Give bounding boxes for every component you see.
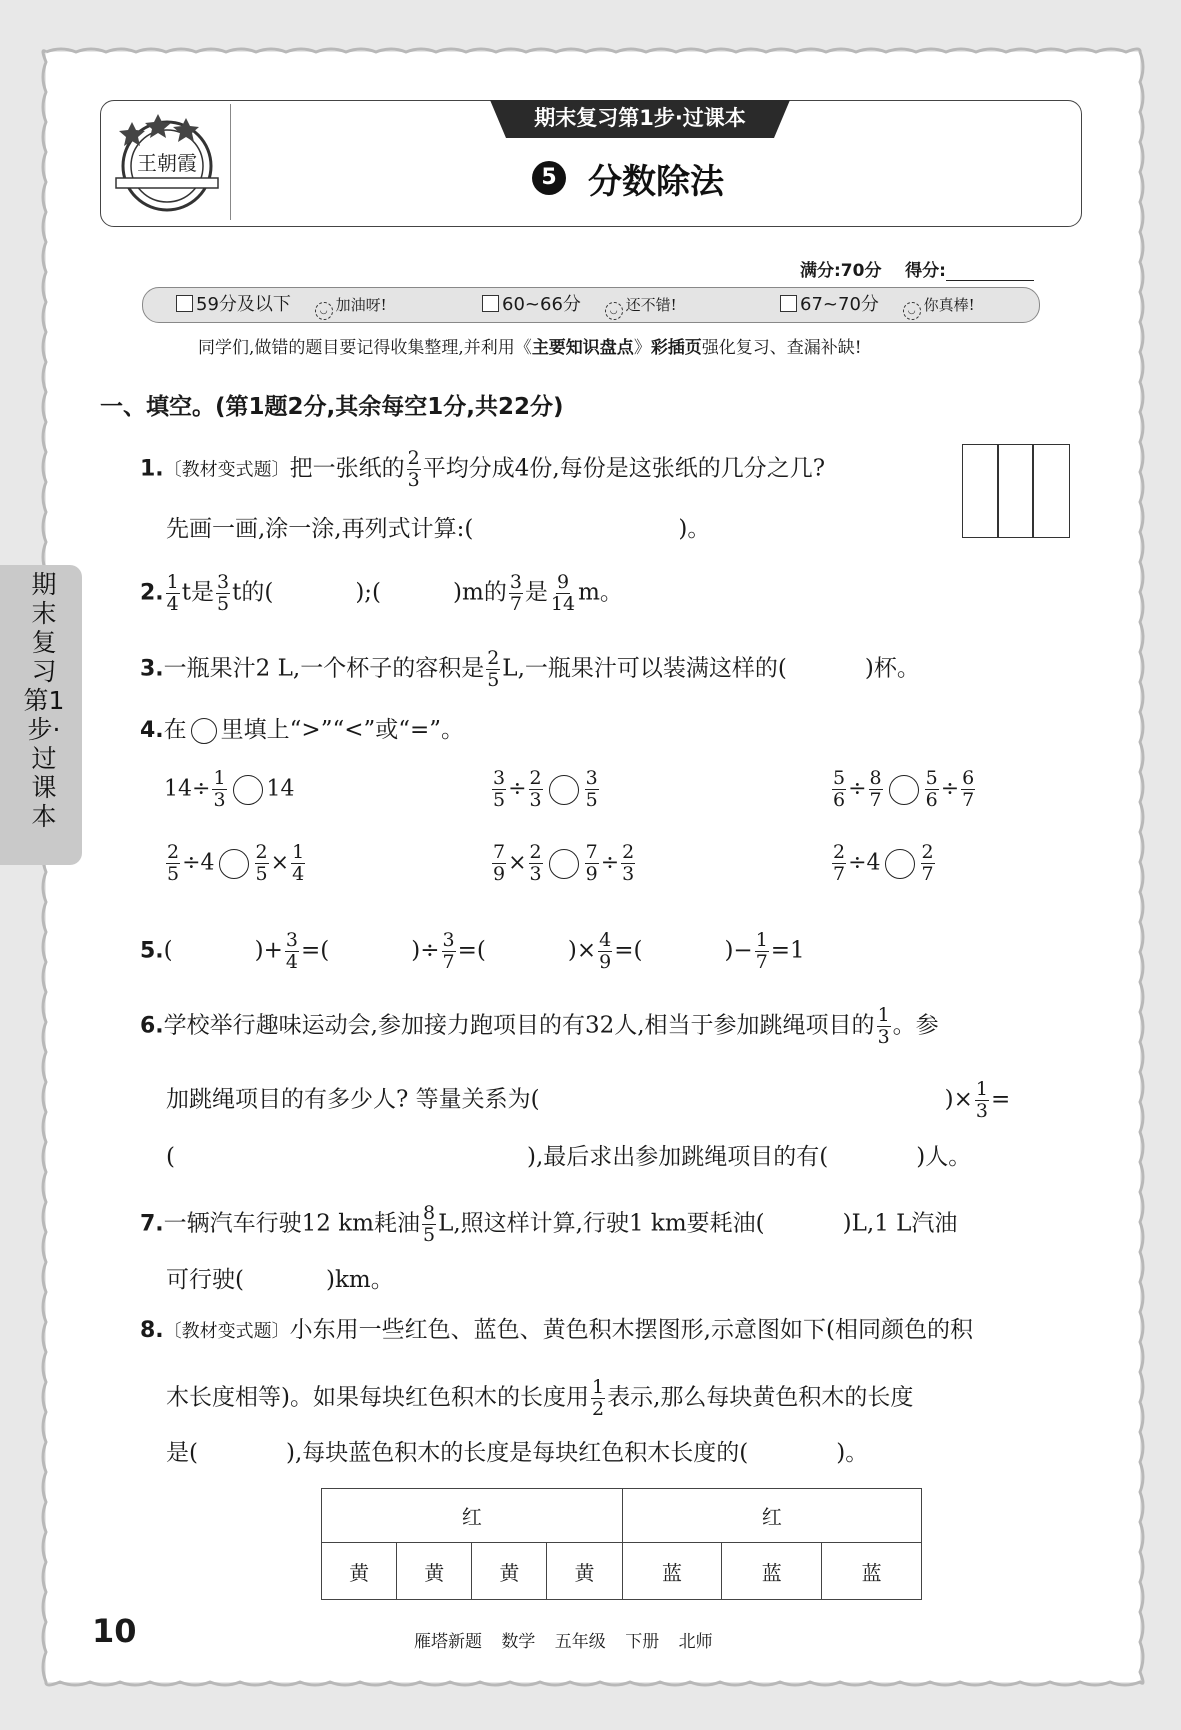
score-label: 得分: xyxy=(905,261,946,281)
question-7-line2: 可行驶( )km。 xyxy=(166,1267,394,1293)
footer-text: 雁塔新题 数学 五年级 下册 北师 xyxy=(414,1632,713,1652)
yellow-block: 黄 xyxy=(322,1543,397,1600)
question-6-line2: 加跳绳项目的有多少人? 等量关系为( )× $\frac{1}{3}$ = xyxy=(166,1078,1011,1122)
rating-range: 60~66分 xyxy=(502,294,581,315)
yellow-block: 黄 xyxy=(472,1543,547,1600)
question-1-line2: 先画一画,涂一涂,再列式计算:( )。 xyxy=(166,516,711,542)
checkbox-icon[interactable] xyxy=(482,295,499,312)
paper-drawing-grid[interactable] xyxy=(962,444,1070,538)
smiley-icon: ◡ xyxy=(315,302,333,320)
question-4: 4.在 里填上“>”“<”或“=”。 xyxy=(140,717,465,743)
question-6-line3: ( ),最后求出参加跳绳项目的有( )人。 xyxy=(166,1144,972,1170)
compare-circle[interactable] xyxy=(233,775,263,805)
red-block: 红 xyxy=(322,1489,623,1543)
blue-block: 蓝 xyxy=(622,1543,722,1600)
compare-item-2: $\frac{3}{5}$ ÷ $\frac{2}{3}$ $\frac{3}{5}$ xyxy=(493,767,598,811)
full-score-label: 满分:70分 xyxy=(800,261,882,281)
svg-text:王朝霞: 王朝霞 xyxy=(137,151,197,175)
smiley-icon: ◡ xyxy=(903,302,921,320)
smiley-icon: ◡ xyxy=(605,302,623,320)
checkbox-icon[interactable] xyxy=(176,295,193,312)
question-8-line2: 木长度相等)。如果每块红色积木的长度用 $\frac{1}{2}$ 表示,那么每块黄色积木的长度 xyxy=(166,1376,914,1420)
question-8: 8.〔教材变式题〕小东用一些红色、蓝色、黄色积木摆图形,示意图如下(相同颜色的积 xyxy=(140,1317,973,1343)
question-7: 7.一辆汽车行驶12 km耗油 $\frac{8}{5}$ L,照这样计算,行驶1 km要耗油( )L,1 L汽油 xyxy=(140,1202,958,1246)
compare-circle[interactable] xyxy=(549,849,579,879)
page-title: 分数除法 xyxy=(588,162,724,202)
question-8-line3: 是( ),每块蓝色积木的长度是每块红色积木长度的( )。 xyxy=(166,1440,869,1466)
question-6: 6.学校举行趣味运动会,参加接力跑项目的有32人,相当于参加跳绳项目的 $\frac{1}{3}$ 。参 xyxy=(140,1004,939,1048)
blocks-diagram xyxy=(321,1488,922,1600)
publisher-logo xyxy=(112,108,222,218)
red-block: 红 xyxy=(622,1489,921,1543)
logo-divider xyxy=(230,104,231,220)
page-number: 10 xyxy=(92,1612,137,1650)
compare-item-6: $\frac{2}{7}$ ÷4 $\frac{2}{7}$ xyxy=(833,841,934,885)
blue-block: 蓝 xyxy=(722,1543,822,1600)
study-note: 同学们,做错的题目要记得收集整理,并利用《主要知识盘点》彩插页强化复习、查漏补缺! xyxy=(198,338,862,358)
score-blank[interactable] xyxy=(946,262,1034,281)
rating-option-1[interactable] xyxy=(176,292,387,318)
compare-item-5: $\frac{7}{9}$ × $\frac{2}{3}$ $\frac{7}{9}$ ÷ $\frac{2}{3}$ xyxy=(493,841,635,885)
rating-option-3[interactable] xyxy=(780,292,975,318)
compare-circle[interactable] xyxy=(889,775,919,805)
score-line xyxy=(800,256,1034,281)
compare-circle[interactable] xyxy=(549,775,579,805)
rating-message: 还不错! xyxy=(625,296,677,314)
yellow-block: 黄 xyxy=(397,1543,472,1600)
compare-circle[interactable] xyxy=(885,849,915,879)
compare-item-3: $\frac{5}{6}$ ÷ $\frac{8}{7}$ $\frac{5}{6}$ ÷ $\frac{6}{7}$ xyxy=(833,767,975,811)
circle-icon xyxy=(191,718,217,744)
section-title: 一、填空。(第1题2分,其余每空1分,共22分) xyxy=(100,394,564,420)
blue-block: 蓝 xyxy=(822,1543,922,1600)
fraction: $\frac{2}{3}$ xyxy=(407,447,420,491)
side-tab-text: 期末复习第1步·过课本 xyxy=(23,570,65,831)
question-5: 5.( )+ $\frac{3}{4}$ =( )÷ $\frac{3}{7}$ =( )× $\frac{4}{9}$ =( )− $\frac{1}{7}$ =1 xyxy=(140,929,805,973)
compare-item-4: $\frac{2}{5}$ ÷4 $\frac{2}{5}$ × $\frac{1}{4}$ xyxy=(167,841,305,885)
checkbox-icon[interactable] xyxy=(780,295,797,312)
question-2: 2. $\frac{1}{4}$ t是 $\frac{3}{5}$ t的( );( )m的 $\frac{3}{7}$ 是 $\frac{9}{14}$ m。 xyxy=(140,571,623,615)
rating-message: 加油呀! xyxy=(335,296,387,314)
rating-message: 你真棒! xyxy=(923,296,975,314)
rating-range: 59分及以下 xyxy=(196,294,291,315)
yellow-block: 黄 xyxy=(547,1543,622,1600)
banner-text: 期末复习第1步·过课本 xyxy=(534,106,746,130)
unit-number-badge: 5 xyxy=(532,161,566,195)
rating-option-2[interactable] xyxy=(482,292,677,318)
question-3: 3.一瓶果汁2 L,一个杯子的容积是 $\frac{2}{5}$ L,一瓶果汁可以装满这样的( )杯。 xyxy=(140,647,920,691)
compare-circle[interactable] xyxy=(219,849,249,879)
rating-range: 67~70分 xyxy=(800,294,879,315)
question-1: 1.〔教材变式题〕把一张纸的 $\frac{2}{3}$ 平均分成4份,每份是这张纸的几分之几? xyxy=(140,447,826,491)
compare-item-1: 14÷ $\frac{1}{3}$ 14 xyxy=(164,767,295,811)
